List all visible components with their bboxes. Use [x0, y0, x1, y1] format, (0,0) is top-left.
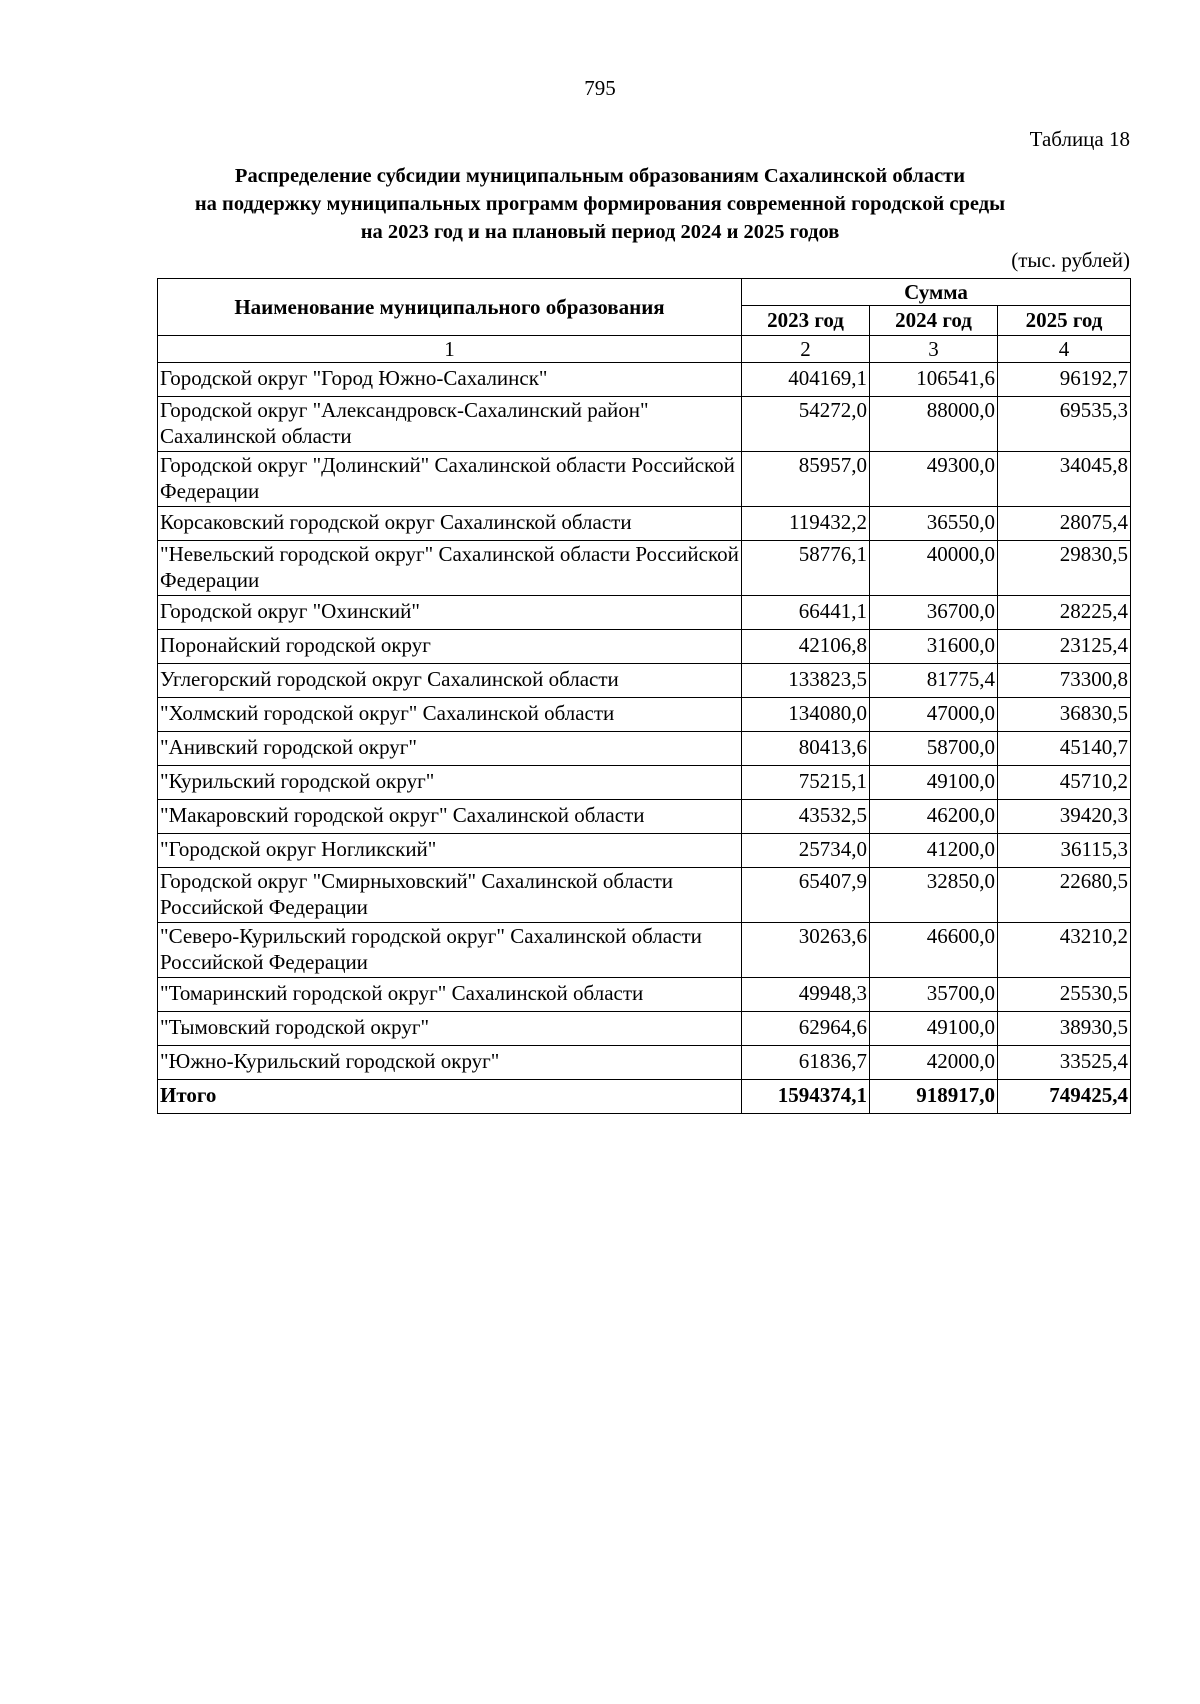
amount-2025: 29830,5 — [998, 541, 1131, 596]
amount-2024: 35700,0 — [870, 978, 998, 1012]
amount-2023: 134080,0 — [742, 698, 870, 732]
amount-2023: 42106,8 — [742, 630, 870, 664]
amount-2025: 45710,2 — [998, 766, 1131, 800]
municipality-name: "Томаринский городской округ" Сахалинской области — [158, 978, 742, 1012]
amount-2024: 58700,0 — [870, 732, 998, 766]
amount-2023: 66441,1 — [742, 596, 870, 630]
amount-2024: 49100,0 — [870, 766, 998, 800]
column-number: 2 — [742, 336, 870, 363]
table-row — [158, 541, 1131, 596]
page-number: 795 — [584, 76, 616, 100]
header-year-2023: 2023 год — [742, 306, 870, 336]
amount-2023: 54272,0 — [742, 397, 870, 452]
municipality-name: Городской округ "Александровск-Сахалинский район" Сахалинской области — [158, 397, 742, 452]
amount-2023: 75215,1 — [742, 766, 870, 800]
municipality-name: Городской округ "Долинский" Сахалинской области Российской Федерации — [158, 452, 742, 507]
amount-2025: 36830,5 — [998, 698, 1131, 732]
municipality-name: "Тымовский городской округ" — [158, 1012, 742, 1046]
table-row — [158, 766, 1131, 800]
table-row — [158, 978, 1131, 1012]
table-row — [158, 452, 1131, 507]
amount-2025: 96192,7 — [998, 363, 1131, 397]
amount-2023: 404169,1 — [742, 363, 870, 397]
municipality-name: Углегорский городской округ Сахалинской области — [158, 664, 742, 698]
amount-2025: 45140,7 — [998, 732, 1131, 766]
total-label: Итого — [158, 1080, 742, 1114]
municipality-name: "Курильский городской округ" — [158, 766, 742, 800]
amount-2023: 119432,2 — [742, 507, 870, 541]
column-number: 1 — [158, 336, 742, 363]
table-label: Таблица 18 — [1029, 127, 1130, 151]
municipality-name: "Холмский городской округ" Сахалинской области — [158, 698, 742, 732]
table-row — [158, 868, 1131, 923]
municipality-name: "Южно-Курильский городской округ" — [158, 1046, 742, 1080]
amount-2024: 36550,0 — [870, 507, 998, 541]
municipality-name: Городской округ "Город Южно-Сахалинск" — [158, 363, 742, 397]
amount-2023: 80413,6 — [742, 732, 870, 766]
municipality-name: Корсаковский городской округ Сахалинской области — [158, 507, 742, 541]
table-row — [158, 397, 1131, 452]
table-row — [158, 507, 1131, 541]
total-2025: 749425,4 — [998, 1080, 1131, 1114]
municipality-name: "Невельский городской округ" Сахалинской области Российской Федерации — [158, 541, 742, 596]
amount-2023: 62964,6 — [742, 1012, 870, 1046]
units-label: (тыс. рублей) — [1011, 248, 1130, 272]
amount-2023: 61836,7 — [742, 1046, 870, 1080]
table-row — [158, 800, 1131, 834]
table-row — [158, 664, 1131, 698]
municipality-name: "Анивский городской округ" — [158, 732, 742, 766]
amount-2023: 85957,0 — [742, 452, 870, 507]
table-row — [158, 1046, 1131, 1080]
subsidy-table — [157, 278, 1131, 1114]
table-row — [158, 630, 1131, 664]
amount-2024: 106541,6 — [870, 363, 998, 397]
amount-2025: 43210,2 — [998, 923, 1131, 978]
table-body — [158, 336, 1131, 1114]
amount-2025: 69535,3 — [998, 397, 1131, 452]
header-name-column: Наименование муниципального образования — [158, 279, 742, 336]
amount-2023: 58776,1 — [742, 541, 870, 596]
table-row — [158, 596, 1131, 630]
column-number: 4 — [998, 336, 1131, 363]
amount-2025: 25530,5 — [998, 978, 1131, 1012]
amount-2025: 23125,4 — [998, 630, 1131, 664]
title-line-3: на 2023 год и на плановый период 2024 и 2025 годов — [360, 221, 840, 243]
municipality-name: Поронайский городской округ — [158, 630, 742, 664]
amount-2024: 88000,0 — [870, 397, 998, 452]
amount-2025: 73300,8 — [998, 664, 1131, 698]
title-line-1: Распределение субсидии муниципальным образованиям Сахалинской области — [234, 165, 966, 187]
header-year-2024: 2024 год — [870, 306, 998, 336]
table-row — [158, 923, 1131, 978]
amount-2025: 36115,3 — [998, 834, 1131, 868]
total-row — [158, 1080, 1131, 1114]
amount-2024: 32850,0 — [870, 868, 998, 923]
amount-2023: 49948,3 — [742, 978, 870, 1012]
header-year-2025: 2025 год — [998, 306, 1131, 336]
title-line-2: на поддержку муниципальных программ формирования современной городской среды — [194, 193, 1006, 215]
municipality-name: Городской округ "Смирныховский" Сахалинской области Российской Федерации — [158, 868, 742, 923]
total-2024: 918917,0 — [870, 1080, 998, 1114]
amount-2024: 47000,0 — [870, 698, 998, 732]
table-row — [158, 698, 1131, 732]
amount-2024: 46600,0 — [870, 923, 998, 978]
header-sum: Сумма — [742, 279, 1131, 306]
amount-2024: 31600,0 — [870, 630, 998, 664]
table-row — [158, 732, 1131, 766]
amount-2025: 33525,4 — [998, 1046, 1131, 1080]
amount-2025: 39420,3 — [998, 800, 1131, 834]
amount-2024: 49100,0 — [870, 1012, 998, 1046]
municipality-name: "Макаровский городской округ" Сахалинской области — [158, 800, 742, 834]
amount-2025: 28075,4 — [998, 507, 1131, 541]
amount-2025: 34045,8 — [998, 452, 1131, 507]
municipality-name: "Северо-Курильский городской округ" Сахалинской области Российской Федерации — [158, 923, 742, 978]
amount-2024: 49300,0 — [870, 452, 998, 507]
amount-2024: 40000,0 — [870, 541, 998, 596]
column-number-row — [158, 336, 1131, 363]
document-title — [120, 162, 1080, 246]
amount-2025: 38930,5 — [998, 1012, 1131, 1046]
municipality-name: Городской округ "Охинский" — [158, 596, 742, 630]
amount-2023: 43532,5 — [742, 800, 870, 834]
column-number: 3 — [870, 336, 998, 363]
table-row — [158, 1012, 1131, 1046]
table-row — [158, 363, 1131, 397]
amount-2023: 133823,5 — [742, 664, 870, 698]
amount-2024: 42000,0 — [870, 1046, 998, 1080]
municipality-name: "Городской округ Ногликский" — [158, 834, 742, 868]
amount-2023: 30263,6 — [742, 923, 870, 978]
amount-2024: 46200,0 — [870, 800, 998, 834]
table-row — [158, 834, 1131, 868]
amount-2024: 81775,4 — [870, 664, 998, 698]
amount-2025: 22680,5 — [998, 868, 1131, 923]
total-2023: 1594374,1 — [742, 1080, 870, 1114]
amount-2023: 65407,9 — [742, 868, 870, 923]
amount-2024: 36700,0 — [870, 596, 998, 630]
amount-2025: 28225,4 — [998, 596, 1131, 630]
amount-2023: 25734,0 — [742, 834, 870, 868]
amount-2024: 41200,0 — [870, 834, 998, 868]
